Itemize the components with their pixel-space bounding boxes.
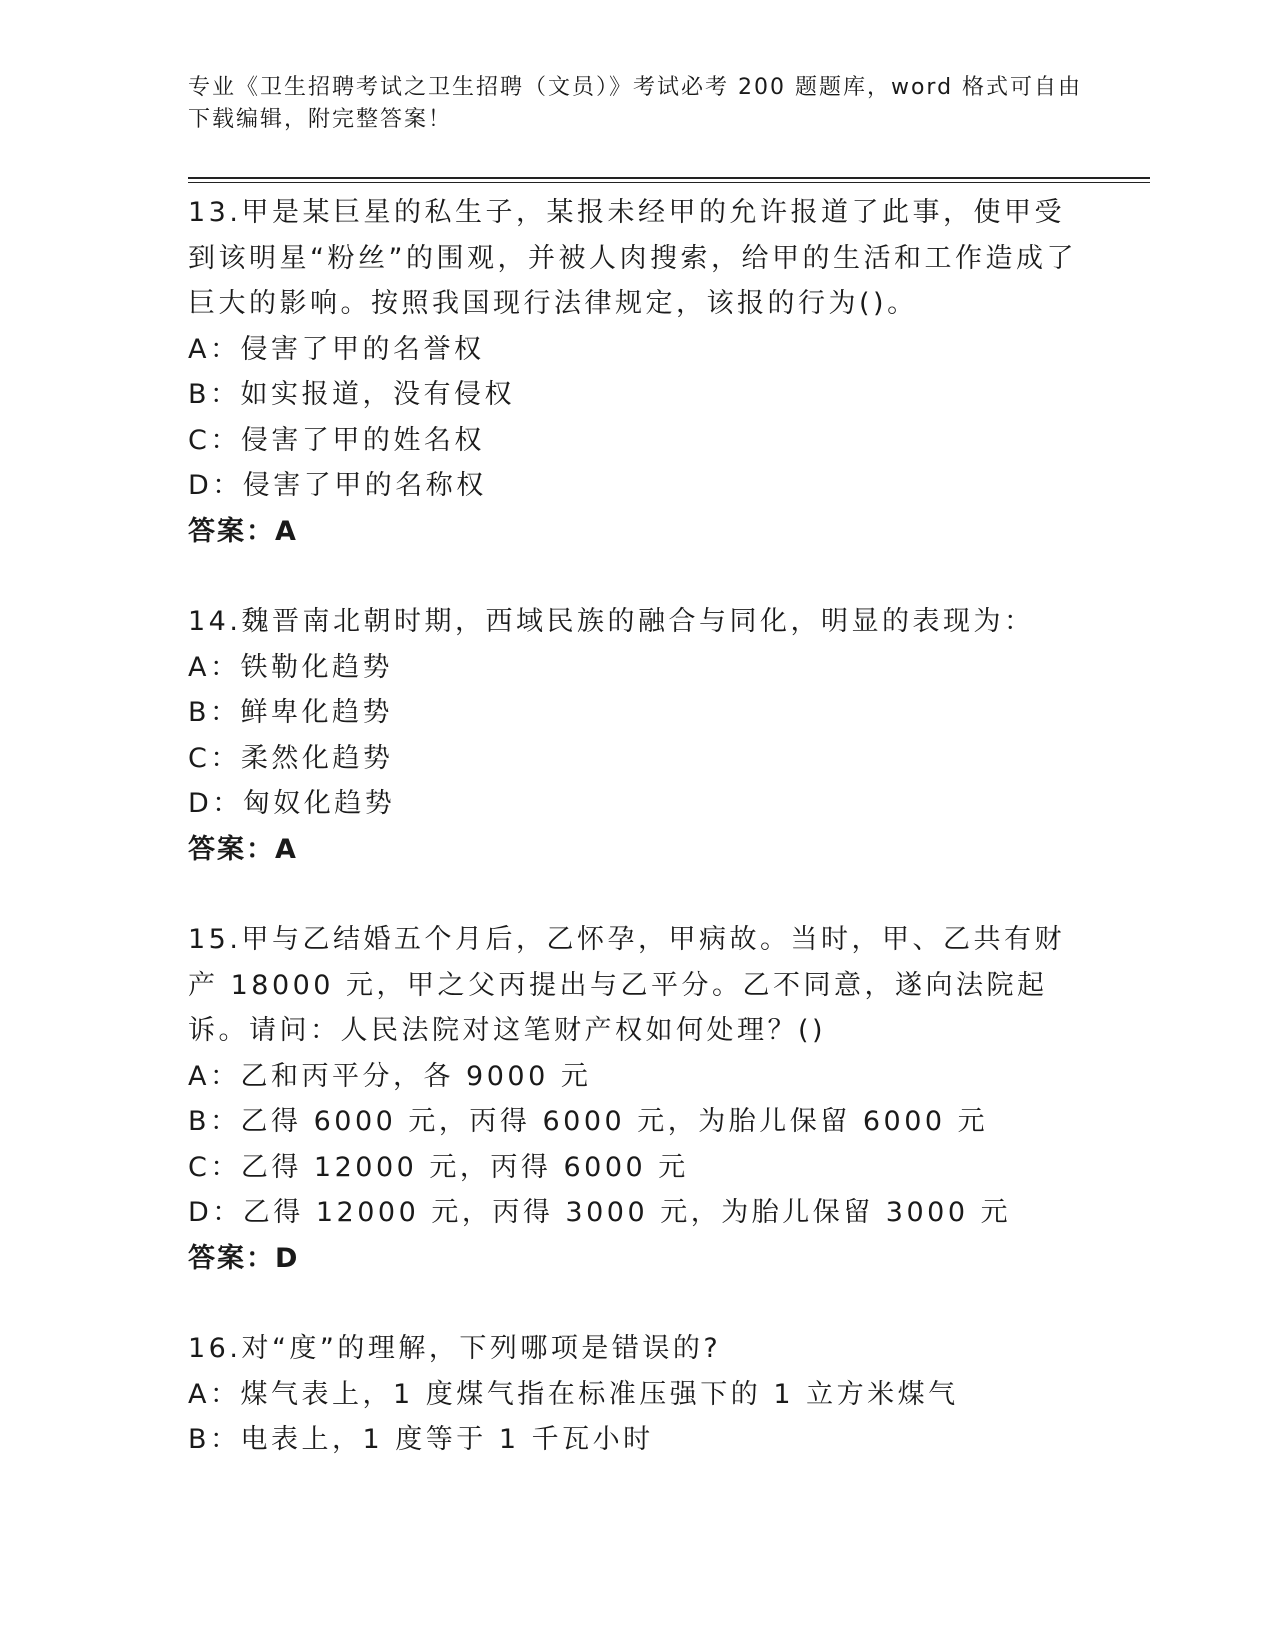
option-c: C：侵害了甲的姓名权 [188, 424, 485, 456]
question-14 [188, 599, 1088, 872]
question-stem: 13.甲是某巨星的私生子，某报未经甲的允许报道了此事，使甲受到该明星“粉丝”的围观，并被人肉搜索，给甲的生活和工作造成了巨大的影响。按照我国现行法律规定，该报的行为()。 [188, 197, 1077, 319]
option-b: B：乙得 6000 元，丙得 6000 元，为胎儿保留 6000 元 [188, 1106, 989, 1137]
option-c: C：乙得 12000 元，丙得 6000 元 [188, 1151, 689, 1183]
question-15 [188, 917, 1088, 1281]
header-divider [188, 177, 1150, 179]
option-d: D：匈奴化趋势 [188, 788, 396, 819]
option-a: A：乙和丙平分，各 9000 元 [188, 1060, 592, 1092]
header-divider-thin [188, 182, 1150, 183]
question-stem: 14.魏晋南北朝时期，西域民族的融合与同化，明显的表现为： [188, 606, 1035, 637]
option-a: A：煤气表上，1 度煤气指在标准压强下的 1 立方米煤气 [188, 1378, 959, 1410]
answer: 答案：D [188, 1242, 300, 1274]
document-header: 专业《卫生招聘考试之卫生招聘（文员）》考试必考 200 题题库，word 格式可自由下载编辑，附完整答案！ [188, 75, 1083, 132]
option-b: B：如实报道，没有侵权 [188, 379, 516, 410]
question-stem: 16.对“度”的理解，下列哪项是错误的? [188, 1333, 722, 1364]
option-b: B：电表上，1 度等于 1 千瓦小时 [188, 1424, 654, 1455]
option-d: D：侵害了甲的名称权 [188, 470, 487, 501]
answer: 答案：A [188, 833, 298, 865]
question-16 [188, 1326, 1088, 1463]
answer: 答案：A [188, 515, 298, 547]
question-stem: 15.甲与乙结婚五个月后，乙怀孕，甲病故。当时，甲、乙共有财产 18000 元，甲之父丙提出与乙平分。乙不同意，遂向法院起诉。请问：人民法院对这笔财产权如何处理？() [188, 924, 1065, 1046]
option-c: C：柔然化趋势 [188, 742, 394, 774]
option-d: D：乙得 12000 元，丙得 3000 元，为胎儿保留 3000 元 [188, 1197, 1012, 1228]
question-13 [188, 190, 1088, 554]
question-list [188, 190, 1088, 1463]
option-a: A：铁勒化趋势 [188, 651, 393, 683]
option-a: A：侵害了甲的名誉权 [188, 333, 485, 365]
option-b: B：鲜卑化趋势 [188, 697, 394, 728]
